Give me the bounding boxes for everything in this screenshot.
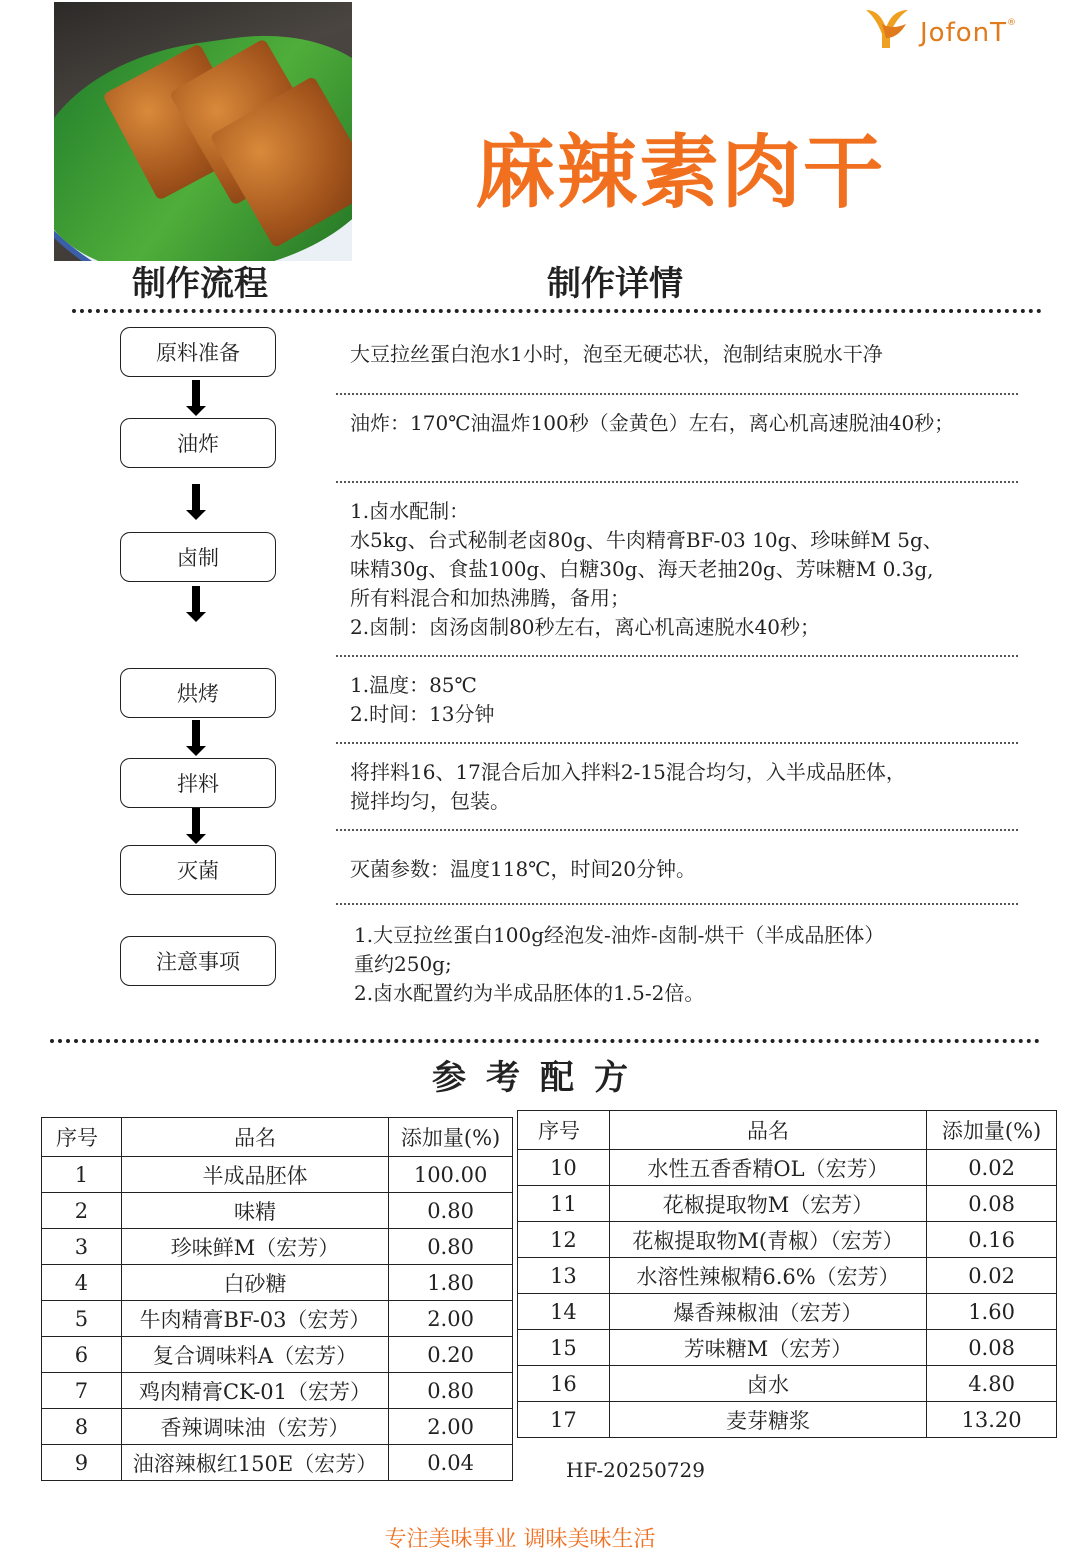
- addition-amount: 0.04: [389, 1445, 513, 1481]
- table-row: [42, 1337, 513, 1373]
- table-row: [42, 1373, 513, 1409]
- ingredient-name: 卤水: [609, 1366, 926, 1402]
- addition-amount: 0.08: [927, 1330, 1057, 1366]
- ingredient-name: 油溶辣椒红150E（宏芳）: [121, 1445, 388, 1481]
- column-header: 品名: [609, 1111, 926, 1150]
- divider: [50, 1039, 1040, 1043]
- row-number: 3: [42, 1229, 122, 1265]
- footer-slogan: 专注美味事业 调味美味生活: [384, 1527, 656, 1552]
- row-number: 16: [518, 1366, 610, 1402]
- ingredient-name: 鸡肉精膏CK-01（宏芳）: [121, 1373, 388, 1409]
- row-number: 13: [518, 1258, 610, 1294]
- row-number: 6: [42, 1337, 122, 1373]
- row-number: 4: [42, 1265, 122, 1301]
- ingredient-name: 牛肉精膏BF-03（宏芳）: [121, 1301, 388, 1337]
- brand-logo: JofonT®: [862, 4, 1022, 54]
- step-detail: 1.大豆拉丝蛋白100g经泡发-油炸-卤制-烘干（半成品胚体） 重约250g; 2.卤水配置约为半成品胚体的1.5-2倍。: [354, 923, 885, 1005]
- addition-amount: 2.00: [389, 1301, 513, 1337]
- row-number: 10: [518, 1150, 610, 1186]
- addition-amount: 4.80: [927, 1366, 1057, 1402]
- table-row: [42, 1265, 513, 1301]
- brand-mark-icon: [862, 4, 912, 54]
- table-row: [42, 1157, 513, 1193]
- table-row: [518, 1366, 1057, 1402]
- addition-amount: 0.20: [389, 1337, 513, 1373]
- table-row: [518, 1186, 1057, 1222]
- row-number: 1: [42, 1157, 122, 1193]
- ingredient-name: 水性五香香精OL（宏芳）: [609, 1150, 926, 1186]
- addition-amount: 0.16: [927, 1222, 1057, 1258]
- row-number: 7: [42, 1373, 122, 1409]
- flow-arrow-icon: [186, 380, 206, 418]
- divider: [336, 742, 1018, 744]
- ingredient-name: 水溶性辣椒精6.6%（宏芳）: [609, 1258, 926, 1294]
- step-detail: 将拌料16、17混合后加入拌料2-15混合均匀，入半成品胚体， 搅拌均匀，包装。: [350, 760, 906, 813]
- formula-title: 参考配方: [432, 1058, 648, 1098]
- ingredient-name: 花椒提取物M(青椒）（宏芳）: [609, 1222, 926, 1258]
- step-box: 烘烤: [120, 668, 276, 718]
- ingredient-name: 味精: [121, 1193, 388, 1229]
- step-box: 卤制: [120, 532, 276, 582]
- addition-amount: 0.80: [389, 1193, 513, 1229]
- table-row: [518, 1258, 1057, 1294]
- ingredient-name: 爆香辣椒油（宏芳）: [609, 1294, 926, 1330]
- row-number: 15: [518, 1330, 610, 1366]
- row-number: 12: [518, 1222, 610, 1258]
- table-row: [518, 1294, 1057, 1330]
- formula-table-left: [41, 1117, 513, 1481]
- divider: [72, 309, 1042, 313]
- column-header: 添加量(%): [927, 1111, 1057, 1150]
- divider: [336, 829, 1018, 831]
- row-number: 9: [42, 1445, 122, 1481]
- addition-amount: 100.00: [389, 1157, 513, 1193]
- ingredient-name: 芳味糖M（宏芳）: [609, 1330, 926, 1366]
- step-detail: 灭菌参数：温度118℃，时间20分钟。: [350, 857, 696, 881]
- divider: [336, 903, 1018, 905]
- ingredient-name: 白砂糖: [121, 1265, 388, 1301]
- formula-table-right: [517, 1110, 1057, 1438]
- column-header: 序号: [518, 1111, 610, 1150]
- addition-amount: 0.08: [927, 1186, 1057, 1222]
- document-code: HF-20250729: [566, 1458, 705, 1482]
- flow-arrow-icon: [186, 808, 206, 846]
- addition-amount: 0.80: [389, 1373, 513, 1409]
- row-number: 5: [42, 1301, 122, 1337]
- step-detail: 1.卤水配制： 水5kg、台式秘制老卤80g、牛肉精膏BF-03 10g、珍味鲜M 5g、 味精30g、食盐100g、白糖30g、海天老抽20g、芳味糖M 0.3g, 所有料混合和加热沸腾，备用； 2.卤制：卤汤卤制80秒左右，离心机高速脱水40秒；: [350, 499, 943, 639]
- row-number: 11: [518, 1186, 610, 1222]
- step-detail: 油炸：170℃油温炸100秒（金黄色）左右，离心机高速脱油40秒；: [350, 411, 955, 435]
- column-header: 品名: [121, 1118, 388, 1157]
- product-photo: [54, 2, 352, 261]
- divider: [336, 481, 1018, 483]
- addition-amount: 1.80: [389, 1265, 513, 1301]
- addition-amount: 0.02: [927, 1258, 1057, 1294]
- addition-amount: 2.00: [389, 1409, 513, 1445]
- process-header: 制作流程: [132, 264, 268, 304]
- step-box: 注意事项: [120, 936, 276, 986]
- step-box: 拌料: [120, 758, 276, 808]
- step-detail: 大豆拉丝蛋白泡水1小时，泡至无硬芯状，泡制结束脱水干净: [350, 342, 883, 366]
- column-header: 序号: [42, 1118, 122, 1157]
- step-box: 油炸: [120, 418, 276, 468]
- ingredient-name: 珍味鲜M（宏芳）: [121, 1229, 388, 1265]
- table-row: [42, 1445, 513, 1481]
- row-number: 2: [42, 1193, 122, 1229]
- addition-amount: 0.80: [389, 1229, 513, 1265]
- addition-amount: 13.20: [927, 1402, 1057, 1438]
- table-row: [42, 1301, 513, 1337]
- ingredient-name: 花椒提取物M（宏芳）: [609, 1186, 926, 1222]
- ingredient-name: 复合调味料A（宏芳）: [121, 1337, 388, 1373]
- divider: [336, 393, 1018, 395]
- addition-amount: 1.60: [927, 1294, 1057, 1330]
- page-title: 麻辣素肉干: [475, 126, 885, 219]
- row-number: 14: [518, 1294, 610, 1330]
- table-row: [518, 1402, 1057, 1438]
- table-row: [518, 1150, 1057, 1186]
- details-header: 制作详情: [547, 264, 683, 304]
- flow-arrow-icon: [186, 586, 206, 624]
- addition-amount: 0.02: [927, 1150, 1057, 1186]
- step-box: 原料准备: [120, 327, 276, 377]
- table-header-row: [518, 1111, 1057, 1150]
- divider: [336, 655, 1018, 657]
- table-row: [42, 1409, 513, 1445]
- flow-arrow-icon: [186, 720, 206, 758]
- ingredient-name: 香辣调味油（宏芳）: [121, 1409, 388, 1445]
- row-number: 17: [518, 1402, 610, 1438]
- step-detail: 1.温度：85℃ 2.时间：13分钟: [350, 673, 495, 726]
- ingredient-name: 半成品胚体: [121, 1157, 388, 1193]
- table-row: [518, 1222, 1057, 1258]
- table-row: [42, 1229, 513, 1265]
- table-row: [42, 1193, 513, 1229]
- table-header-row: [42, 1118, 513, 1157]
- ingredient-name: 麦芽糖浆: [609, 1402, 926, 1438]
- flow-arrow-icon: [186, 484, 206, 522]
- column-header: 添加量(%): [389, 1118, 513, 1157]
- table-row: [518, 1330, 1057, 1366]
- row-number: 8: [42, 1409, 122, 1445]
- step-box: 灭菌: [120, 845, 276, 895]
